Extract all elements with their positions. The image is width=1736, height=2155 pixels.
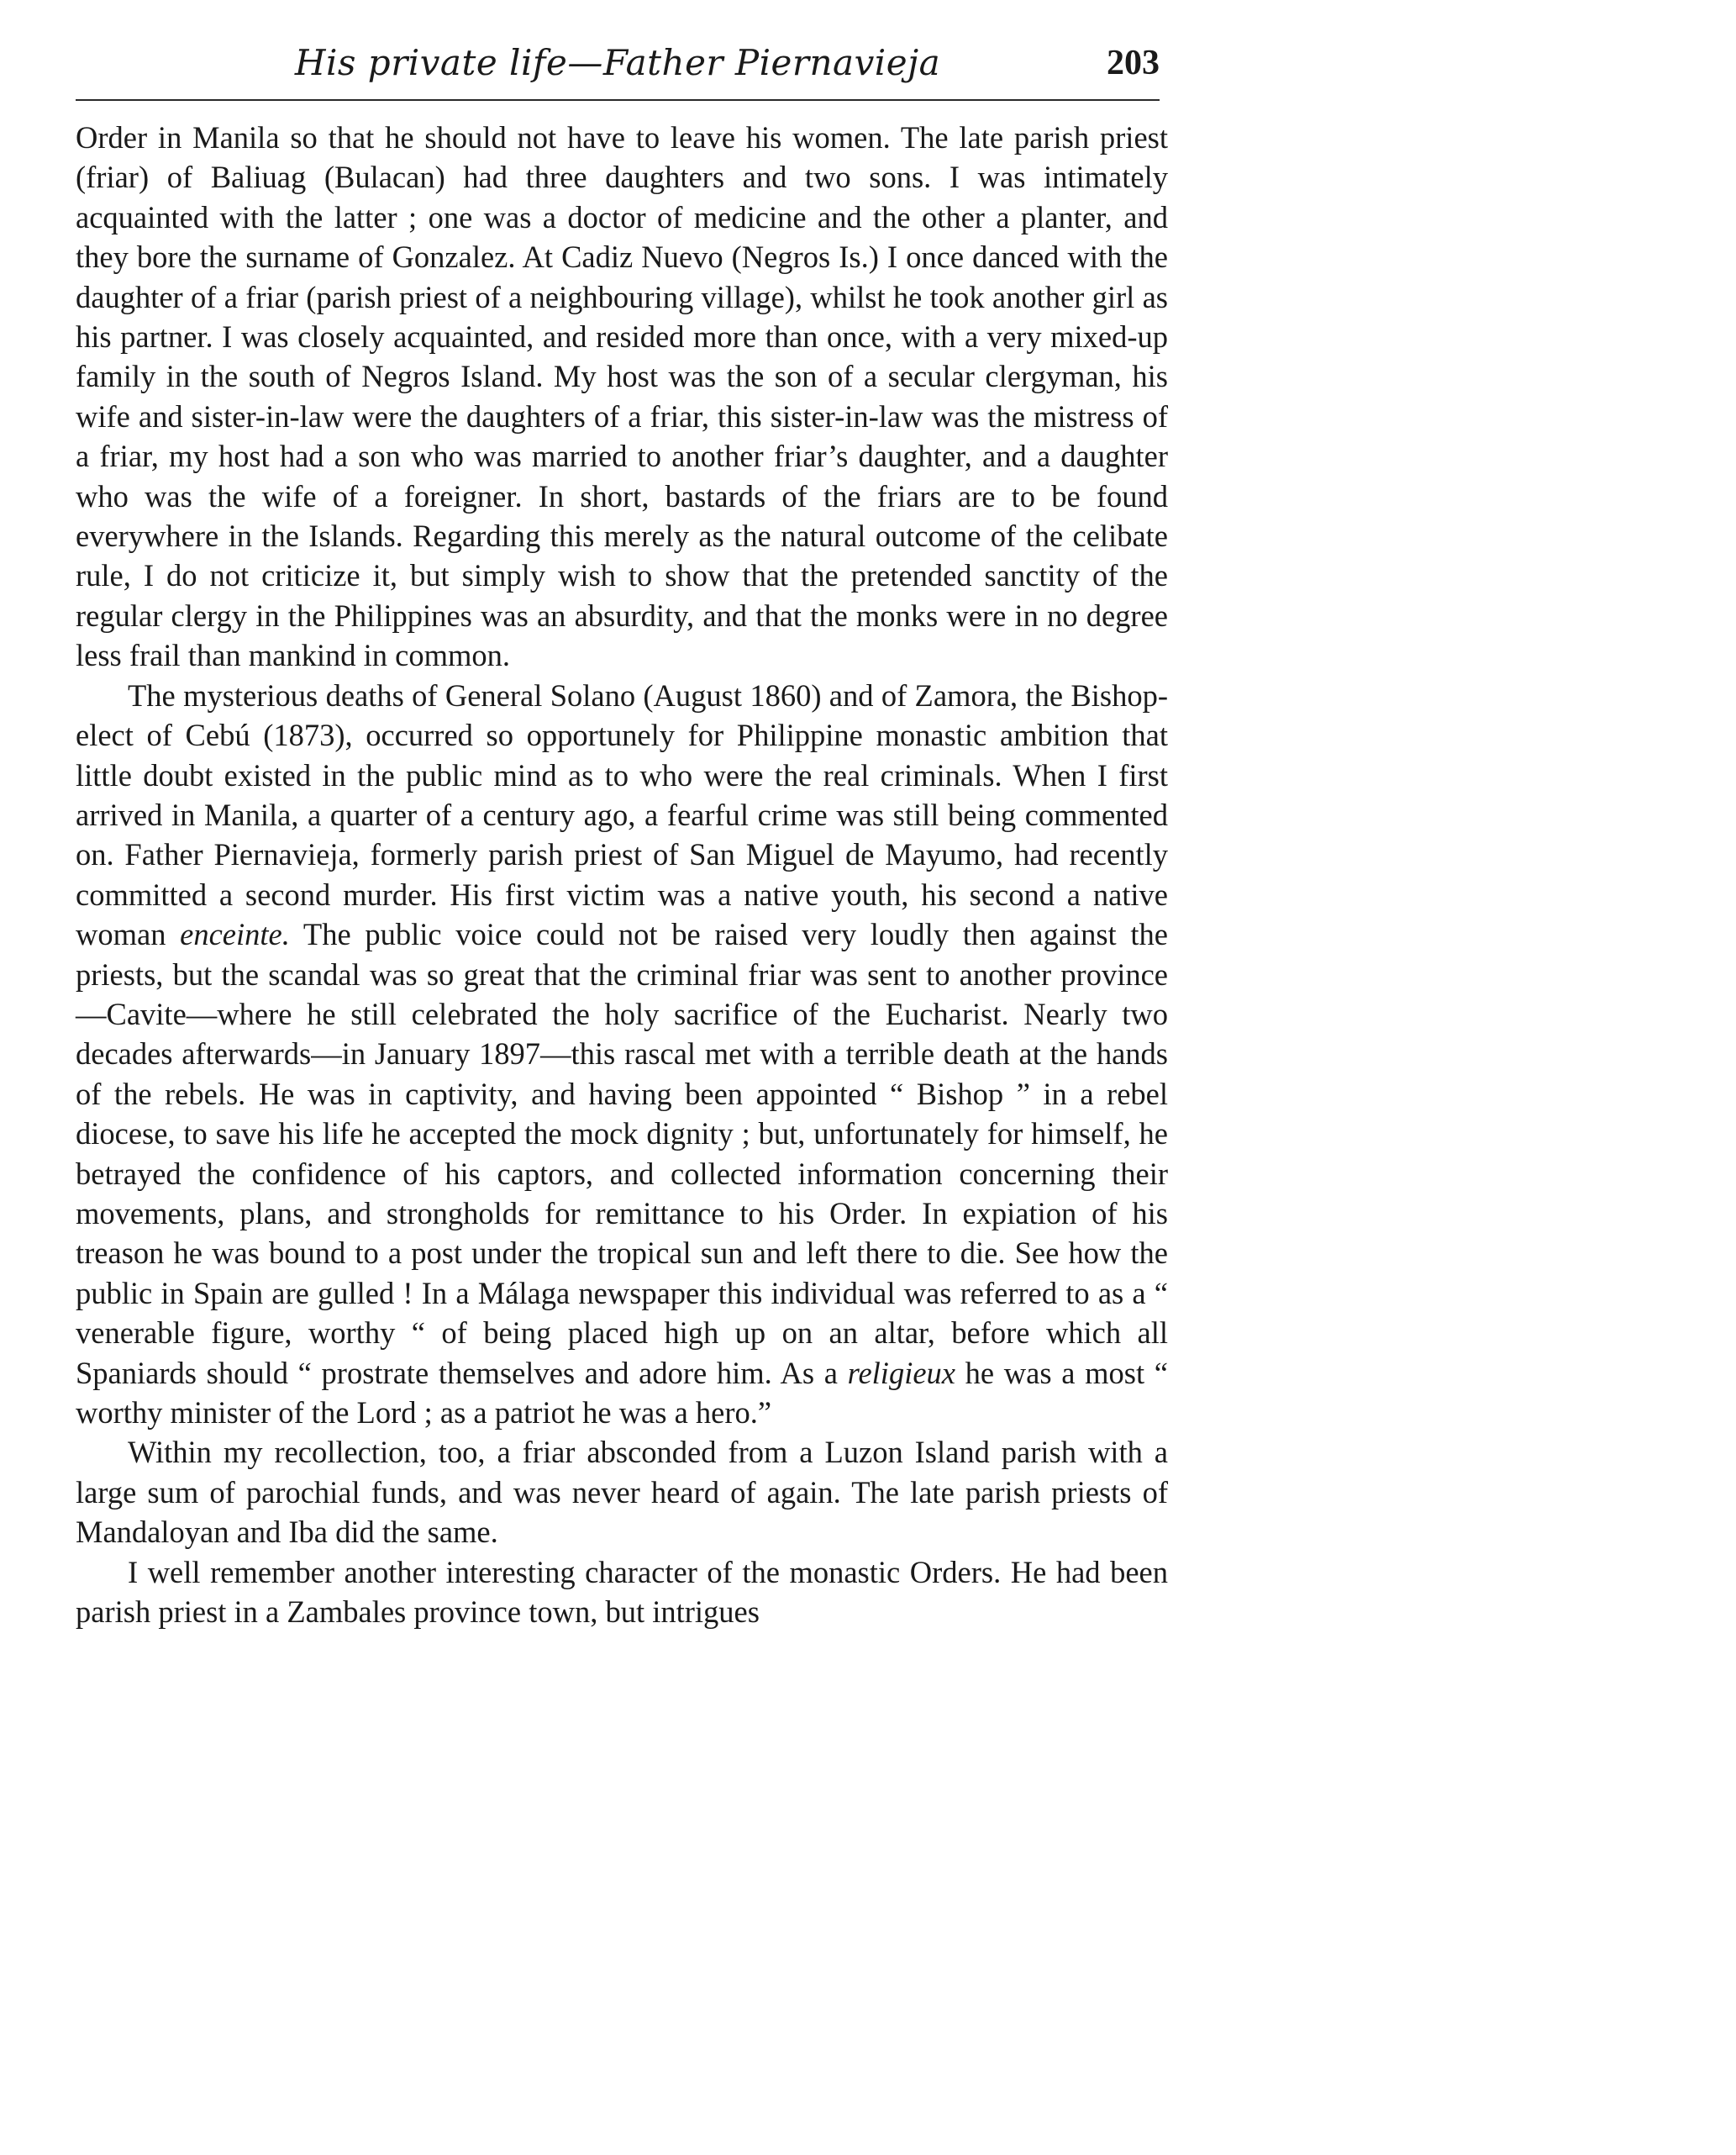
page-number: 203 — [1107, 44, 1160, 82]
paragraph-text: The mysterious deaths of General Solano (August 1860) and of Zamora, the Bishop-elect of Cebú (1873), occurred so opportunely for Philippine monastic ambition that little doubt existed in the public mind as to who were the real criminals. When I first arrived in Manila, a quarter of a century ago, a fearful crime was still being commented on. Father Piernavieja, formerly parish priest of San Miguel de Mayumo, had recently committed a second murder. His first victim was a native youth, his second a native woman — [76, 677, 1168, 952]
italic-term: religieux — [847, 1355, 955, 1390]
italic-term: enceinte. — [180, 917, 290, 952]
running-head — [76, 34, 1160, 92]
paragraph — [76, 1552, 1168, 1632]
paragraph — [76, 118, 1168, 676]
paragraph-text: he was a most “ worthy minister of the Lord ; as a patriot he was a hero.” — [76, 1355, 1168, 1430]
paragraph-text: Within my recollection, too, a friar absconded from a Luzon Island parish with a large sum of parochial funds, and was never heard of again. The late parish priests of Mandaloyan and Iba did the same. — [76, 1435, 1168, 1550]
paragraph — [76, 1432, 1168, 1552]
header-rule — [76, 99, 1160, 101]
paragraph — [76, 676, 1168, 1433]
paragraph-text: The public voice could not be raised very loudly then against the priests, but the scandal was so great that the criminal friar was sent to another province—Cavite—where he still celebrated the holy sacrifice of the Eucharist. Nearly two decades afterwards—in January 1897—this rascal met with a terrible death at the hands of the rebels. He was in captivity, and having been appointed “ Bishop ” in a rebel diocese, to save his life he accepted the mock dignity ; but, unfortunately for himself, he betrayed the confidence of his captors, and collected information concerning their movements, plans, and strongholds for remittance to his Order. In expiation of his treason he was bound to a post under the tropical sun and left there to die. See how the public in Spain are gulled ! In a Málaga newspaper this individual was referred to as a “ venerable figure, worthy “ of being placed high up on an altar, before which all Spaniards should “ prostrate themselves and adore him. As a — [76, 917, 1168, 1390]
paragraph-text: Order in Manila so that he should not have to leave his women. The late parish priest (friar) of Baliuag (Bulacan) had three daughters and two sons. I was intimately acquainted with the latter ; one was a doctor of medicine and the other a planter, and they bore the surname of Gonzalez. At Cadiz Nuevo (Negros Is.) I once danced with the daughter of a friar (parish priest of a neighbouring village), whilst he took another girl as his partner. I was closely acquainted, and resided more than once, with a very mixed-up family in the south of Negros Island. My host was the son of a secular clergyman, his wife and sister-in-law were the daughters of a friar, this sister-in-law was the mistress of a friar, my host had a son who was married to another friar’s daughter, and a daughter who was the wife of a foreigner. In short, bastards of the friars are to be found everywhere in the Islands. Regarding this merely as the natural outcome of the celibate rule, I do not criticize it, but simply wish to show that the pretended sanctity of the regular clergy in the Philippines was an absurdity, and that the monks were in no degree less frail than mankind in common. — [76, 120, 1168, 673]
body-text — [76, 118, 1168, 1631]
running-title: His private life—Father Piernavieja — [294, 42, 941, 83]
paragraph-text: I well remember another interesting character of the monastic Orders. He had been parish priest in a Zambales province town, but intrigues — [76, 1554, 1168, 1630]
